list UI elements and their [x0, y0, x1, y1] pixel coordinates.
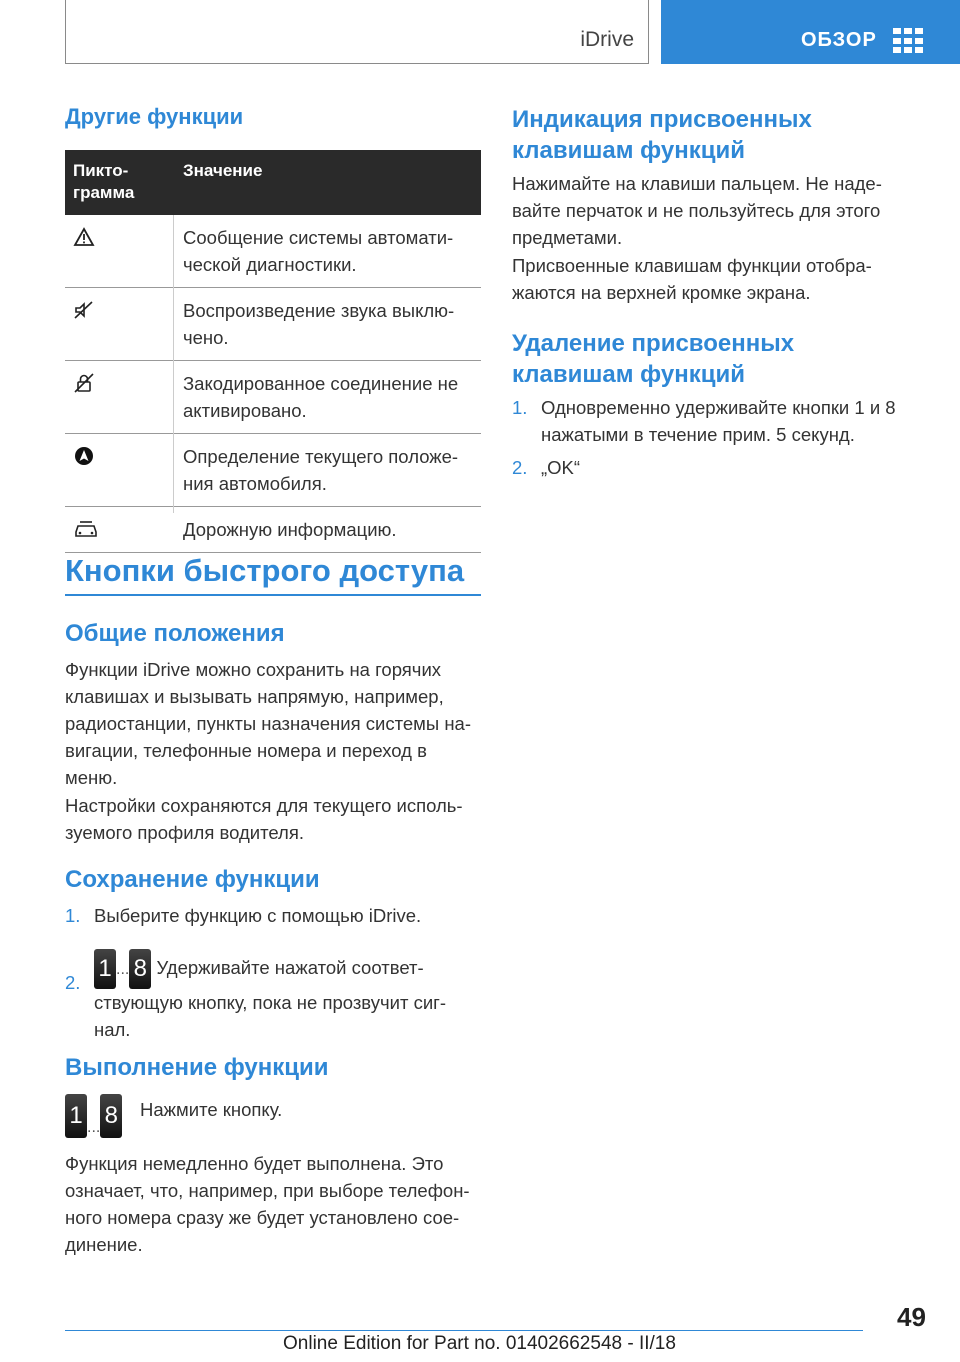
key-dots: ... [116, 960, 130, 978]
list-item [65, 949, 481, 1043]
key-1-image: 1 [65, 1094, 87, 1138]
table-row [65, 215, 481, 288]
list-number: 1. [512, 397, 528, 418]
key-1-image: 1 [94, 949, 116, 989]
table-row [65, 288, 481, 361]
page-number: 49 [897, 1302, 926, 1332]
table-row [65, 361, 481, 434]
encryption-off-icon [73, 373, 95, 393]
header-section-title: iDrive [580, 28, 634, 51]
exec-keys-row [65, 1094, 481, 1138]
table-col-meaning: Значение [183, 161, 263, 180]
footer-rule [65, 1330, 863, 1331]
table-col-pictogram: Пикто- грамма [73, 161, 135, 202]
key-dots: ... [87, 1119, 101, 1137]
list-text: Удерживайте нажатой соответ-ствующую кнопку, пока не прозвучит сиг-нал. [94, 956, 447, 1040]
indication-paragraph-1: Нажимайте на клавиши пальцем. Не наде-вайте перчаток и не пользуйтесь для этого предметами. [512, 173, 882, 248]
list-text: Выберите функцию с помощью iDrive. [94, 905, 422, 926]
table-cell-text: Воспроизведение звука выклю-чено. [183, 300, 455, 348]
table-column-divider [173, 215, 174, 513]
table-cell-text: Определение текущего положе-ния автомобиля. [183, 446, 459, 494]
exec-text: Нажмите кнопку. [140, 1099, 283, 1120]
pictogram-table [65, 150, 481, 553]
list-item [65, 902, 481, 929]
list-number: 2. [65, 972, 81, 993]
table-cell-text: Дорожную информацию. [183, 519, 397, 540]
sound-off-icon [73, 300, 95, 320]
save-steps-list [65, 902, 481, 1043]
warning-triangle-icon [73, 227, 95, 247]
key-8-image: 8 [129, 949, 151, 989]
grid-icon [893, 28, 923, 54]
save-title: Сохранение функции [65, 866, 320, 893]
table-row [65, 434, 481, 507]
footer-edition: Online Edition for Part no. 01402662548 - II/18 [283, 1333, 676, 1354]
list-number: 1. [65, 905, 81, 926]
indication-title: Индикация присвоенных клавишам функций [512, 106, 812, 164]
delete-steps-list [512, 394, 917, 481]
list-text: Одновременно удерживайте кнопки 1 и 8 нажатыми в течение прим. 5 секунд. [541, 397, 896, 445]
table-header [65, 150, 481, 215]
traffic-info-icon [73, 519, 99, 539]
list-item [512, 394, 917, 448]
general-paragraph-1: Функции iDrive можно сохранить на горячих клавишах и вызывать напрямую, например, радиостанции, пункты назначения системы на-вигации, телефонные номера и переход в меню. [65, 659, 471, 788]
list-text: „OK“ [541, 457, 581, 478]
delete-title: Удаление присвоенных клавишам функций [512, 330, 795, 388]
other-functions-title: Другие функции [65, 104, 244, 129]
list-item [512, 454, 917, 481]
table-row [65, 507, 481, 553]
table-cell-text: Закодированное соединение не активировано. [183, 373, 459, 421]
key-8-image: 8 [100, 1094, 122, 1138]
exec-paragraph: Функция немедленно будет выполнена. Это означает, что, например, при выборе телефон-ного номера сразу же будет установлено сое-динение. [65, 1153, 470, 1255]
header-chapter-tab[interactable] [661, 0, 960, 64]
general-paragraph-2: Настройки сохраняются для текущего исполь-зуемого профиля водителя. [65, 795, 463, 843]
general-title: Общие положения [65, 620, 285, 647]
quick-access-title: Кнопки быстрого доступа [65, 553, 465, 588]
indication-paragraph-2: Присвоенные клавишам функции отобра-жаются на верхней кромке экрана. [512, 255, 872, 303]
exec-title: Выполнение функции [65, 1054, 329, 1081]
list-number: 2. [512, 457, 528, 478]
table-cell-text: Сообщение системы автомати-ческой диагностики. [183, 227, 454, 275]
quick-access-underline [65, 594, 481, 596]
header-chapter-title: ОБЗОР [801, 29, 877, 51]
header-section-box [65, 0, 649, 64]
location-icon [73, 446, 95, 466]
